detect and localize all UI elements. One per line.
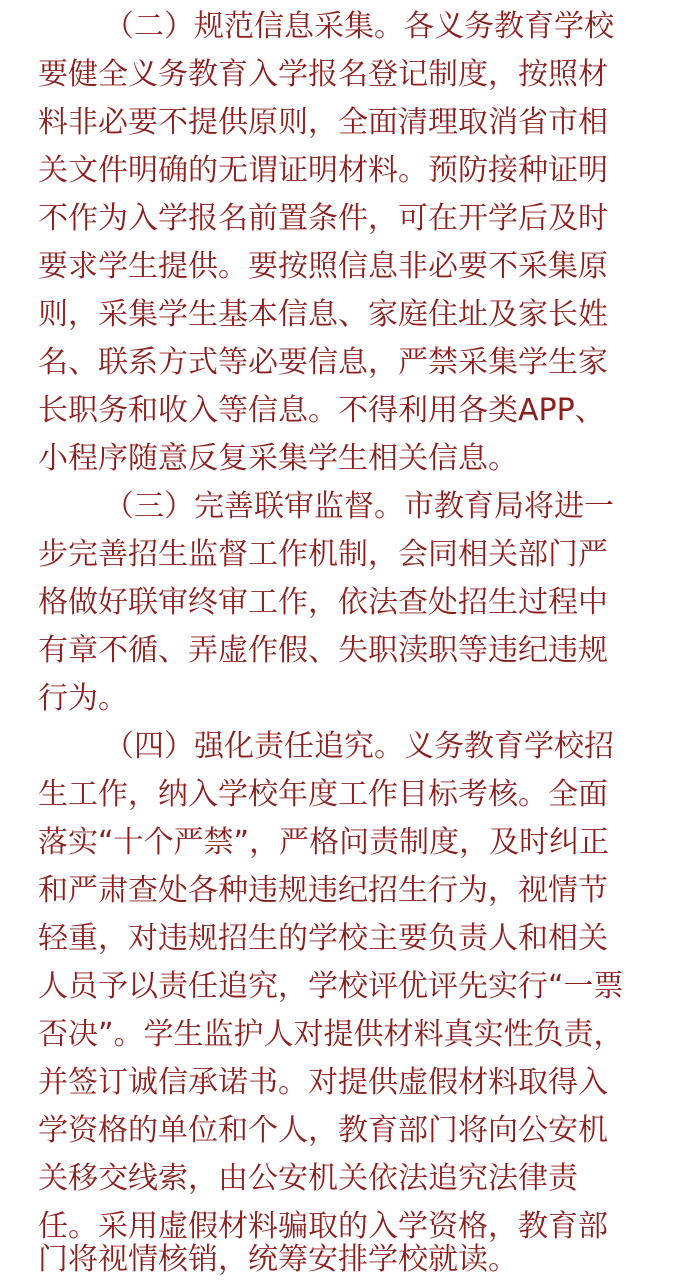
- text-line: 并签订诚信承诺书。对提供虚假材料取得入: [38, 1065, 608, 1100]
- text-line: 名、联系方式等必要信息，严禁采集学生家: [38, 345, 608, 380]
- text-line: （三）完善联审监督。市教育局将进一: [104, 489, 614, 524]
- text-line: 生工作，纳入学校年度工作目标考核。全面: [38, 777, 608, 812]
- text-line: （四）强化责任追究。义务教育学校招: [104, 729, 614, 764]
- text-line: 门将视情核销，统筹安排学校就读。: [38, 1242, 518, 1277]
- text-line: 关文件明确的无谓证明材料。预防接种证明: [38, 153, 608, 188]
- text-line: 落实“十个严禁”，严格问责制度，及时纠正: [38, 825, 610, 860]
- text-line: 步完善招生监督工作机制，会同相关部门严: [38, 537, 608, 572]
- text-line: 要健全义务教育入学报名登记制度，按照材: [38, 57, 608, 92]
- text-line: 有章不循、弄虚作假、失职渎职等违纪违规: [38, 633, 608, 668]
- text-line: 料非必要不提供原则，全面清理取消省市相: [38, 105, 608, 140]
- text-line: 行为。: [38, 681, 128, 716]
- text-line: 小程序随意反复采集学生相关信息。: [38, 441, 518, 476]
- text-line: 长职务和收入等信息。不得利用各类APP、: [38, 393, 605, 428]
- text-line: 否决”。学生监护人对提供材料真实性负责，: [38, 1017, 624, 1052]
- text-line: 则，采集学生基本信息、家庭住址及家长姓: [38, 297, 608, 332]
- text-line: 任。采用虚假材料骗取的入学资格，教育部: [38, 1209, 608, 1244]
- text-line: 格做好联审终审工作，依法查处招生过程中: [38, 585, 608, 620]
- text-line: 人员予以责任追究，学校评优评先实行“一票: [38, 969, 624, 1004]
- text-line: 关移交线索，由公安机关依法追究法律责: [38, 1161, 578, 1196]
- text-line: 轻重，对违规招生的学校主要负责人和相关: [38, 921, 608, 956]
- text-line: 不作为入学报名前置条件，可在开学后及时: [38, 201, 608, 236]
- text-line: 要求学生提供。要按照信息非必要不采集原: [38, 249, 608, 284]
- text-line: （二）规范信息采集。各义务教育学校: [104, 9, 614, 44]
- text-line: 学资格的单位和个人，教育部门将向公安机: [38, 1113, 608, 1148]
- text-line: 和严肃查处各种违规违纪招生行为，视情节: [38, 873, 608, 908]
